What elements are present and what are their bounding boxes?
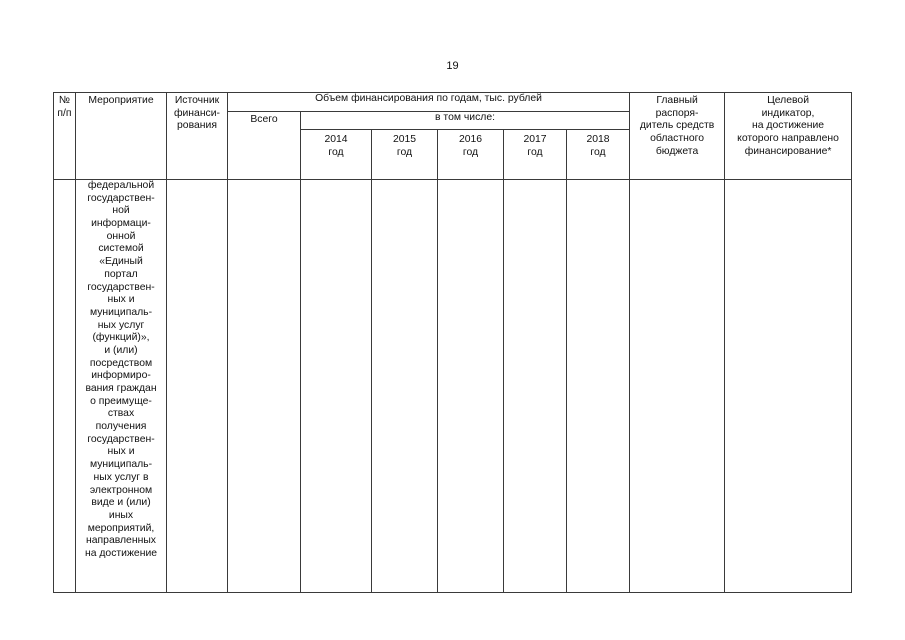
header-year-2017: 2017 год (504, 130, 567, 180)
cell-2016 (438, 180, 504, 593)
header-year-2015: 2015 год (372, 130, 438, 180)
header-activity: Мероприятие (76, 93, 167, 180)
table-row (54, 180, 852, 593)
cell-2014 (301, 180, 372, 593)
page-number: 19 (446, 60, 459, 72)
cell-total (228, 180, 301, 593)
header-num: № п/п (54, 93, 76, 180)
header-year-2016: 2016 год (438, 130, 504, 180)
header-source: Источник финанси- рования (167, 93, 228, 180)
funding-table (53, 92, 852, 593)
cell-activity: федеральной государствен- ной информаци- онной системой «Единый портал государствен- ных и муниципаль- ных услуг (функций)», и (или) посредством информиро- вания граждан о преимуще- ствах получения государствен- ных и муниципаль- ных услуг в электронном виде и (или) иных мероприятий, направленных на достижение (76, 180, 167, 593)
header-indicator: Целевой индикатор, на достижение которого направлено финансирование* (725, 93, 852, 180)
cell-num (54, 180, 76, 593)
cell-indicator (725, 180, 852, 593)
header-row-1 (54, 93, 852, 112)
header-year-2014: 2014 год (301, 130, 372, 180)
header-funding-volume: Объем финансирования по годам, тыс. рублей (228, 93, 630, 112)
cell-2018 (567, 180, 630, 593)
header-year-2018: 2018 год (567, 130, 630, 180)
header-manager: Главный распоря- дитель средств областного бюджета (630, 93, 725, 180)
header-including: в том числе: (301, 112, 630, 130)
header-total: Всего (228, 112, 301, 180)
cell-2015 (372, 180, 438, 593)
cell-manager (630, 180, 725, 593)
cell-source (167, 180, 228, 593)
cell-2017 (504, 180, 567, 593)
